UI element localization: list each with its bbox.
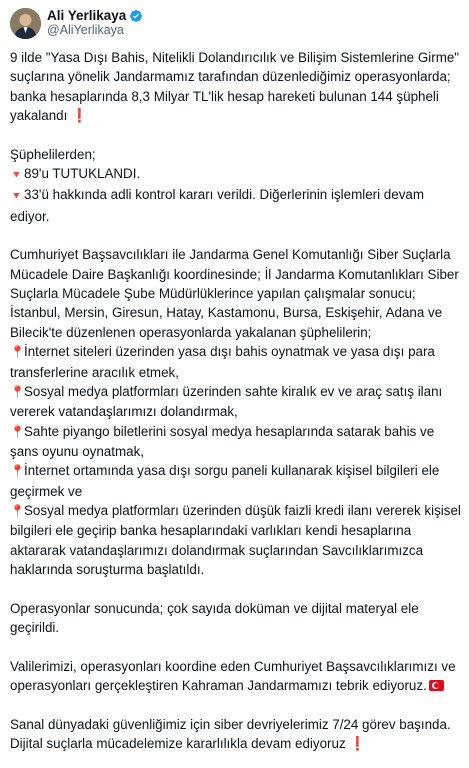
crime-item xyxy=(10,382,461,422)
red-triangle-icon: 🔻 xyxy=(10,191,23,203)
spacer xyxy=(10,637,461,656)
congrats-text: Valilerimizi, operasyonları koordine eden Cumhuriyet Başsavcılıklarımızı ve operasyonları gerçekleştiren Kahraman Jandarmamızı tebrik ediyoruz. xyxy=(10,658,456,693)
verified-badge-icon xyxy=(129,9,143,23)
crime-text: Sahte piyango biletlerini sosyal medya hesaplarında satarak bahis ve şans oyunu oynatmak, xyxy=(10,423,435,459)
crime-item xyxy=(10,461,461,501)
avatar[interactable] xyxy=(10,8,41,39)
suspect-arrested-text: 89'u TUTUKLANDI. xyxy=(24,166,141,182)
crime-text: Sosyal medya platformları üzerinden sahte kiralık ev ve araç satış ilanı vererek vatandaşlarımızı dolandırmak, xyxy=(10,383,443,420)
crime-text: İnternet siteleri üzerinden yasa dışı bahis oynatmak ve yasa dışı para transferlerine aracılık etmek, xyxy=(10,344,435,380)
congrats-paragraph xyxy=(10,657,461,696)
name-row xyxy=(47,8,143,23)
display-name[interactable]: Ali Yerlikaya xyxy=(47,8,127,23)
crime-text: İnternet ortamında yasa dışı sorgu paneli kullanarak kişisel bilgileri ele geçirmek ve xyxy=(10,463,440,499)
user-handle[interactable]: @AliYerlikaya xyxy=(47,23,124,37)
closing-text: Sanal dünyadaki güvenliğimiz için siber devriyelerimiz 7/24 görev başında. Dijital suçlarla mücadelemize kararlılıkla devam ediyoruz xyxy=(10,716,451,752)
coordination-paragraph: Cumhuriyet Başsavcılıkları ile Jandarma Genel Komutanlığı Siber Suçlarla Mücadele Daire Başkanlığı koordinesinde; İl Jandarma Komutanlıkları Siber Suçlarla Mücadele Şube Müdürlüklerince yapılan çalışmalar sonucu; İstanbul, Mersin, Giresun, Hatay, Kastamonu, Bursa, Eskişehir, Adana ve Bilecik'te düzenlenen operasyonlarda yakalanan şüphelilerin; xyxy=(10,247,459,340)
pin-icon: 📍 xyxy=(10,503,25,518)
red-triangle-icon: 🔻 xyxy=(10,170,23,182)
spacer xyxy=(10,695,461,714)
tweet-header xyxy=(10,6,461,40)
crime-item xyxy=(10,422,461,462)
pin-icon: 📍 xyxy=(10,424,25,439)
intro-paragraph xyxy=(10,48,461,125)
spacer xyxy=(10,125,461,144)
exclamation-icon: ❗ xyxy=(71,108,88,124)
crime-text: Sosyal medya platformları üzerinden düşük faizli kredi ilanı vererek kişisel bilgileri ele geçirip banka hesaplarındaki varlıkları kendi hesaplarına aktararak vatandaşlarımızı dolandırmak suçlarından Savcılıklarımızca haklarında soruşturma başlatıldı. xyxy=(10,502,461,577)
closing-paragraph xyxy=(10,715,461,754)
spacer xyxy=(10,579,461,598)
pin-icon: 📍 xyxy=(10,384,25,399)
crime-item xyxy=(10,342,461,382)
author-names xyxy=(47,8,143,38)
suspects-heading: Şüphelilerden; xyxy=(10,146,96,162)
exclamation-icon: ❗ xyxy=(349,736,367,752)
turkey-flag-icon xyxy=(429,680,444,691)
result-paragraph: Operasyonlar sonucunda; çok sayıda doküman ve dijital materyal ele geçirildi. xyxy=(10,600,419,635)
suspect-line xyxy=(10,164,461,185)
suspect-judicial-control-text: 33'ü hakkında adli kontrol kararı verildi. Diğerlerinin işlemleri devam ediyor. xyxy=(10,187,424,224)
tweet-text xyxy=(10,48,461,753)
suspect-line xyxy=(10,185,461,226)
intro-text: 9 ilde "Yasa Dışı Bahis, Nitelikli Dolandırıcılık ve Bilişim Sistemlerine Girme" suçlarına yönelik Jandarmamız tarafından düzenlediğimiz operasyonlarda; banka hesaplarında 8,3 Milyar TL'lik hesap hareketi bulunan 144 şüpheli yakalandı xyxy=(10,50,460,124)
pin-icon: 📍 xyxy=(10,464,25,479)
crime-item xyxy=(10,501,461,579)
spacer xyxy=(10,226,461,245)
pin-icon: 📍 xyxy=(10,345,25,360)
